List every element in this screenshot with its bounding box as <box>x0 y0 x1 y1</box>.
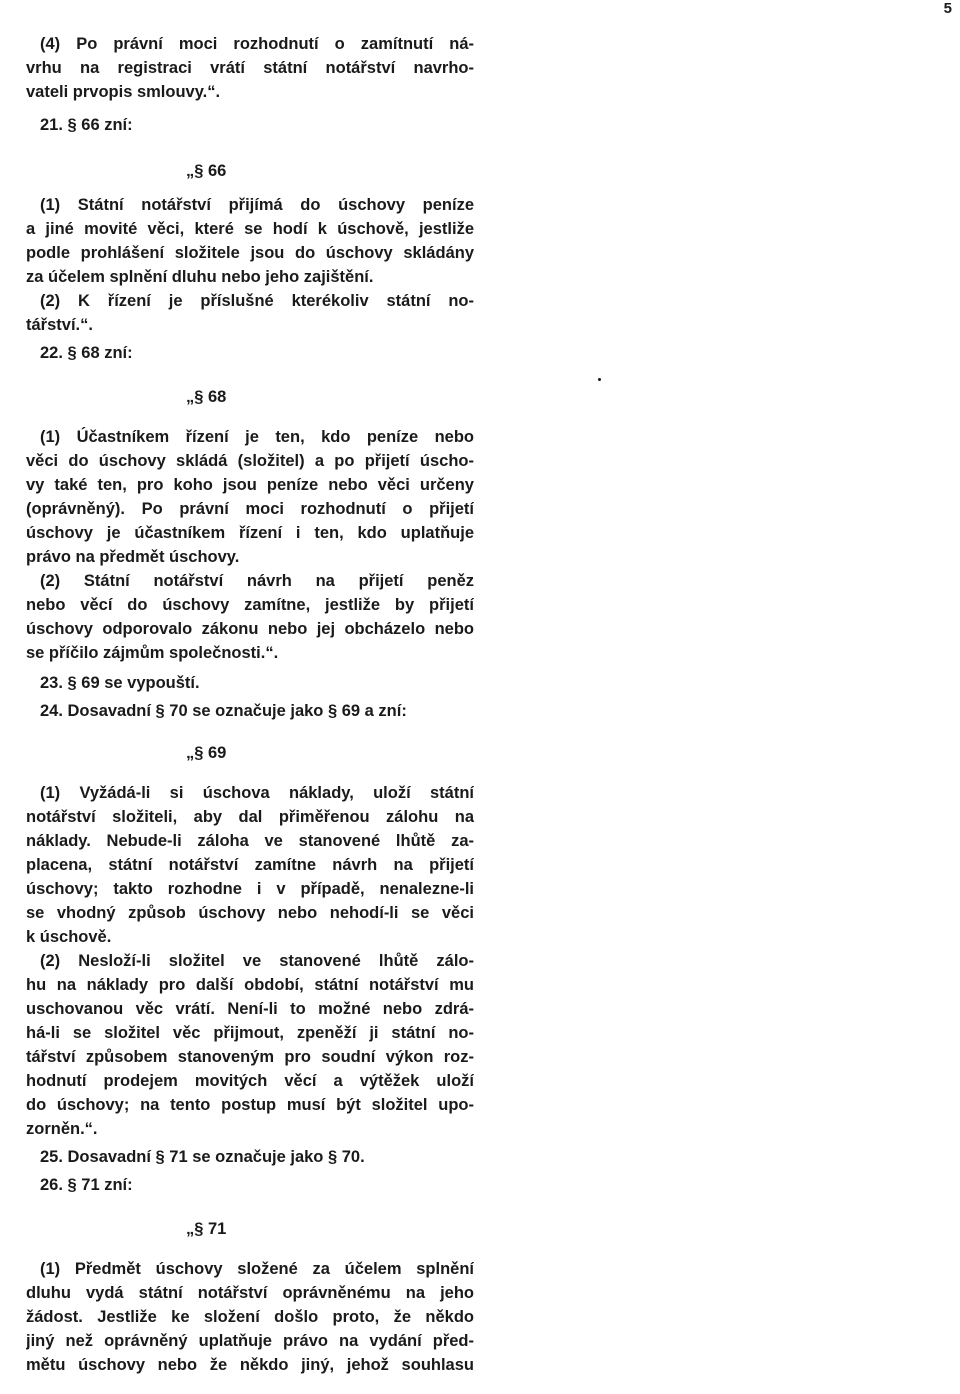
text-line: za účelem splnění dluhu nebo jeho zajištění. <box>26 268 374 286</box>
section-heading: „§ 69 <box>186 744 227 762</box>
text-line: 26. § 71 zní: <box>40 1176 133 1194</box>
text-line: tářství.“. <box>26 316 93 334</box>
text-line: žádost. Jestliže ke složení došlo proto, že někdo <box>26 1308 474 1326</box>
text-line: úschovy odporovalo zákonu nebo jej obcházelo nebo <box>26 620 474 638</box>
text-line: vy také ten, pro koho jsou peníze nebo věci určeny <box>26 476 474 494</box>
text-line: (2) K řízení je příslušné kterékoliv státní no- <box>40 292 474 310</box>
text-line: k úschově. <box>26 928 112 946</box>
text-line: právo na předmět úschovy. <box>26 548 240 566</box>
text-line: podle prohlášení složitele jsou do úschovy skládány <box>26 244 474 262</box>
text-line: dluhu vydá státní notářství oprávněnému na jeho <box>26 1284 474 1302</box>
text-line: (1) Vyžádá-li si úschova náklady, uloží státní <box>40 784 474 802</box>
text-line: (1) Účastníkem řízení je ten, kdo peníze nebo <box>40 428 474 446</box>
text-line: 22. § 68 zní: <box>40 344 133 362</box>
text-line: notářství složiteli, aby dal přiměřenou zálohu na <box>26 808 474 826</box>
text-line: (1) Státní notářství přijímá do úschovy peníze <box>40 196 474 214</box>
text-line: (2) Státní notářství návrh na přijetí peněz <box>40 572 474 590</box>
text-line: věci do úschovy skládá (složitel) a po přijetí úscho- <box>26 452 474 470</box>
text-line: hu na náklady pro další období, státní notářství mu <box>26 976 474 994</box>
text-line: (oprávněný). Po právní moci rozhodnutí o přijetí <box>26 500 474 518</box>
text-line: 25. Dosavadní § 71 se označuje jako § 70. <box>40 1148 365 1166</box>
text-line: mětu úschovy nebo že někdo jiný, jehož souhlasu <box>26 1356 474 1374</box>
text-line: 21. § 66 zní: <box>40 116 133 134</box>
stray-dot <box>598 378 601 381</box>
section-heading: „§ 66 <box>186 162 227 180</box>
text-line: 23. § 69 se vypouští. <box>40 674 200 692</box>
text-line: (4) Po právní moci rozhodnutí o zamítnutí ná- <box>40 35 474 53</box>
text-line: zorněn.“. <box>26 1120 98 1138</box>
text-line: náklady. Nebude-li záloha ve stanovené lhůtě za- <box>26 832 474 850</box>
text-line: vrhu na registraci vrátí státní notářství navrho- <box>26 59 474 77</box>
text-line: vateli prvopis smlouvy.“. <box>26 83 221 101</box>
text-line: do úschovy; na tento postup musí být složitel upo- <box>26 1096 474 1114</box>
page-number: 5 <box>943 0 952 17</box>
text-line: nebo věcí do úschovy zamítne, jestliže by přijetí <box>26 596 474 614</box>
text-line: há-li se složitel věc přijmout, zpeněží ji státní no- <box>26 1024 474 1042</box>
text-line: (2) Nesloží-li složitel ve stanovené lhůtě zálo- <box>40 952 474 970</box>
text-column <box>26 0 474 1394</box>
text-line: uschovanou věc vrátí. Není-li to možné nebo zdrá- <box>26 1000 474 1018</box>
text-line: hodnutí prodejem movitých věcí a výtěžek uloží <box>26 1072 474 1090</box>
section-heading: „§ 71 <box>186 1220 227 1238</box>
text-line: jiný než oprávněný uplatňuje právo na vydání před- <box>26 1332 474 1350</box>
text-line: 24. Dosavadní § 70 se označuje jako § 69 a zní: <box>40 702 407 720</box>
text-line: úschovy; takto rozhodne i v případě, nenalezne-li <box>26 880 474 898</box>
text-line: se vhodný způsob úschovy nebo nehodí-li se věci <box>26 904 474 922</box>
text-line: (1) Předmět úschovy složené za účelem splnění <box>40 1260 474 1278</box>
text-line: úschovy je účastníkem řízení i ten, kdo uplatňuje <box>26 524 474 542</box>
text-line: se příčilo zájmům společnosti.“. <box>26 644 279 662</box>
section-heading: „§ 68 <box>186 388 227 406</box>
text-line: a jiné movité věci, které se hodí k úschově, jestliže <box>26 220 474 238</box>
text-line: placena, státní notářství zamítne návrh na přijetí <box>26 856 474 874</box>
text-line: tářství způsobem stanoveným pro soudní výkon roz- <box>26 1048 474 1066</box>
